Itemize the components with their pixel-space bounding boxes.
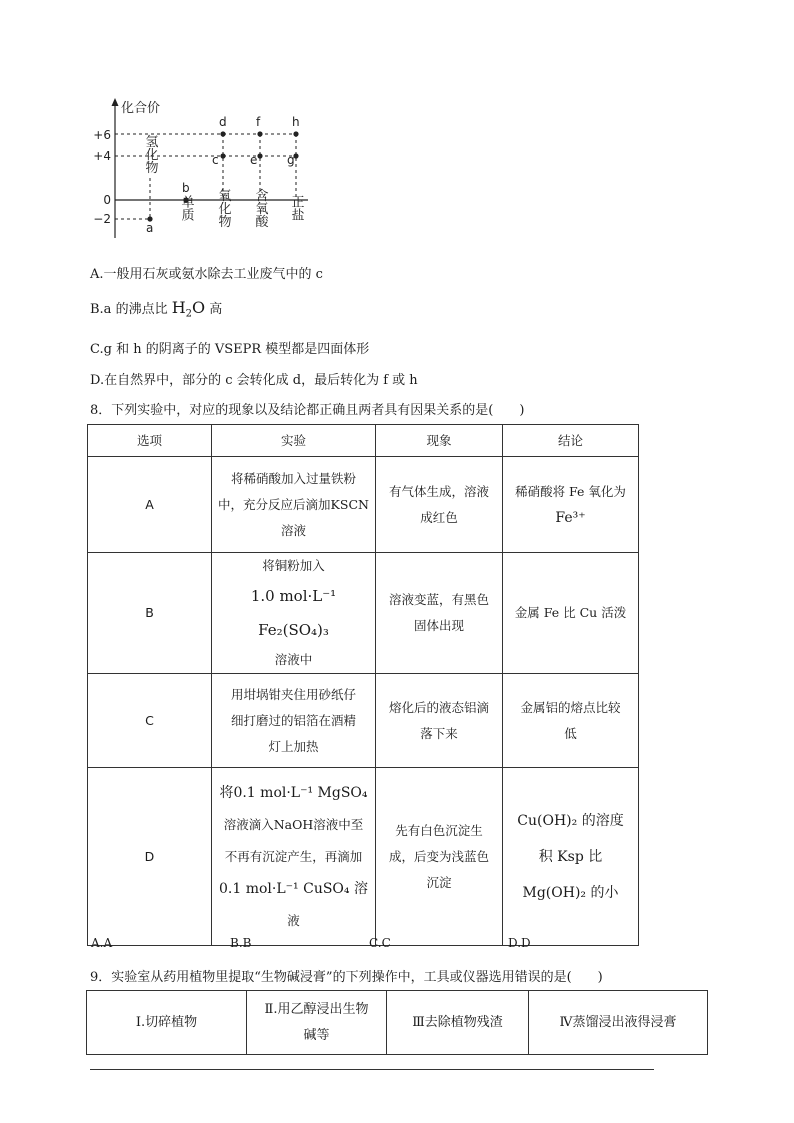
row-d-exp-line5: 液	[287, 912, 300, 928]
label-c: c	[212, 153, 219, 167]
row-d-option: D	[88, 768, 212, 946]
q9-step-3-text: Ⅲ去除植物残渣	[412, 1014, 503, 1030]
header-conclusion: 结论	[503, 425, 639, 457]
row-b-exp-line3: 溶液中	[274, 652, 313, 667]
header-option: 选项	[88, 425, 212, 457]
q9-step-4	[529, 991, 708, 1055]
label-a: a	[146, 221, 154, 235]
row-d-phen-line3: 沉淀	[426, 874, 452, 890]
table-row	[88, 768, 639, 946]
row-b-exp-line2: 1.0 mol·L⁻¹ Fe₂(SO₄)₃	[250, 587, 337, 639]
label-b: b	[182, 181, 190, 195]
q8-answer-a[interactable]: A.A	[91, 936, 113, 950]
category-salt: 正盐	[288, 195, 304, 221]
row-c-concl-line2: 低	[564, 725, 577, 741]
q8-header-row	[88, 425, 639, 457]
row-a-concl-line2: Fe³⁺	[555, 509, 586, 526]
table-row	[87, 991, 708, 1055]
category-oxyacid: 含氧酸	[252, 188, 268, 228]
row-d-conclusion	[503, 768, 639, 946]
y-axis-title: 化合价	[121, 101, 161, 116]
row-a-experiment	[212, 457, 376, 553]
header-experiment: 实验	[212, 425, 376, 457]
label-e: e	[250, 153, 258, 167]
point-h	[293, 131, 298, 136]
formula-o: O	[192, 298, 206, 317]
row-c-option: C	[88, 674, 212, 768]
row-d-experiment	[212, 768, 376, 946]
row-a-conclusion	[503, 457, 639, 553]
row-d-exp-line3: 不再有沉淀产生，再滴加	[224, 848, 363, 864]
q8-answer-c[interactable]: C.C	[369, 936, 391, 950]
q8-answer-d[interactable]: D.D	[508, 936, 531, 950]
label-f: f	[256, 115, 261, 129]
row-c-exp-line1: 用坩埚钳夹住用砂纸仔	[230, 686, 356, 702]
row-d-phen-line1: 先有白色沉淀生	[395, 822, 483, 838]
table-row	[88, 674, 639, 768]
row-a-option: A	[88, 457, 212, 553]
q9-stem: 9．实验室从药用植物里提取“生物碱浸膏”的下列操作中，工具或仪器选用错误的是( )	[90, 970, 603, 985]
q9-step-1	[87, 991, 247, 1055]
q9-step-4-text: Ⅳ蒸馏浸出液得浸膏	[559, 1014, 677, 1030]
row-c-concl-line1: 金属铝的熔点比较	[520, 699, 621, 715]
row-a-phen-line2: 成红色	[420, 509, 458, 525]
formula-sub: 2	[185, 308, 193, 320]
row-d-concl-line1: Cu(OH)₂ 的溶度	[517, 812, 624, 829]
row-a-phenomenon	[376, 457, 503, 553]
row-b-phen-line1: 溶液变蓝，有黑色	[388, 592, 489, 607]
valence-diagram	[88, 96, 343, 248]
point-e	[257, 153, 262, 158]
table-row	[88, 457, 639, 553]
q7-option-c: C.g 和 h 的阴离子的 VSEPR 模型都是四面体形	[90, 342, 370, 357]
row-a-phen-line1: 有气体生成，溶液	[388, 483, 489, 499]
row-a-exp-line2: 中，充分反应后滴加KSCN	[218, 496, 369, 512]
category-element: 单质	[178, 195, 194, 221]
footer-divider	[90, 1069, 654, 1070]
row-c-experiment	[212, 674, 376, 768]
q8-stem: 8．下列实验中，对应的现象以及结论都正确且两者具有因果关系的是( )	[90, 403, 525, 418]
row-c-exp-line3: 灯上加热	[268, 738, 319, 754]
row-b-option: B	[88, 553, 212, 674]
row-c-exp-line2: 细打磨过的铝箔在酒精	[230, 712, 356, 728]
tick-plus6: +6	[93, 128, 111, 142]
tick-0: 0	[103, 193, 111, 207]
q8-answer-b[interactable]: B.B	[230, 936, 252, 950]
row-c-phen-line2: 落下来	[420, 725, 458, 741]
tick-minus2: −2	[93, 212, 111, 226]
y-axis-arrow-icon	[112, 98, 119, 106]
row-a-exp-line1: 将稀硝酸加入过量铁粉	[230, 470, 356, 486]
point-f	[257, 131, 262, 136]
row-b-phenomenon	[376, 553, 503, 674]
row-c-conclusion	[503, 674, 639, 768]
label-d: d	[219, 115, 227, 129]
header-phenomenon: 现象	[376, 425, 503, 457]
q7-option-a: A.一般用石灰或氨水除去工业废气中的 c	[90, 267, 323, 282]
row-c-phenomenon	[376, 674, 503, 768]
row-c-phen-line1: 熔化后的液态铝滴	[388, 699, 489, 715]
category-oxide: 氧化物	[215, 188, 231, 228]
row-a-exp-line3: 溶液	[280, 522, 306, 538]
row-d-phen-line2: 成，后变为浅蓝色	[388, 848, 489, 864]
row-b-experiment	[212, 553, 376, 674]
q9-step-1-text: Ⅰ.切碎植物	[135, 1014, 198, 1030]
row-d-exp-line4: 0.1 mol·L⁻¹ CuSO₄ 溶	[219, 880, 368, 897]
q9-step-2-line1: Ⅱ.用乙醇浸出生物	[264, 1001, 369, 1017]
label-h: h	[292, 115, 300, 129]
row-a-concl-line1: 稀硝酸将 Fe 氧化为	[515, 483, 626, 499]
row-d-phenomenon	[376, 768, 503, 946]
q7-option-b-post: 高	[205, 302, 223, 317]
table-row	[88, 553, 639, 674]
tick-plus4: +4	[93, 149, 111, 163]
point-c	[220, 153, 225, 158]
row-b-exp-line1: 将铜粉加入	[262, 558, 325, 573]
category-hydride: 氢化物	[142, 134, 158, 174]
q7-option-b-pre: B.a 的沸点比	[90, 302, 172, 317]
row-d-exp-line1: 将0.1 mol·L⁻¹ MgSO₄	[219, 784, 368, 801]
q8-table	[87, 424, 639, 946]
q9-step-2-line2: 碱等	[303, 1027, 330, 1043]
row-b-conclusion	[503, 553, 639, 674]
row-b-phen-line2: 固体出现	[413, 618, 464, 633]
label-g: g	[287, 153, 295, 167]
point-d	[220, 131, 225, 136]
row-d-exp-line2: 溶液滴入NaOH溶液中至	[223, 816, 364, 832]
formula-h: H	[171, 298, 186, 317]
q7-option-b	[90, 298, 222, 320]
q9-table	[86, 990, 708, 1055]
row-b-concl-line1: 金属 Fe 比 Cu 活泼	[514, 605, 627, 620]
row-d-concl-line3: Mg(OH)₂ 的小	[522, 884, 619, 901]
q7-option-d: D.在自然界中，部分的 c 会转化成 d，最后转化为 f 或 h	[90, 373, 418, 388]
q9-step-2	[247, 991, 387, 1055]
row-d-concl-line2: 积 Ksp 比	[538, 848, 603, 865]
q9-step-3	[387, 991, 529, 1055]
